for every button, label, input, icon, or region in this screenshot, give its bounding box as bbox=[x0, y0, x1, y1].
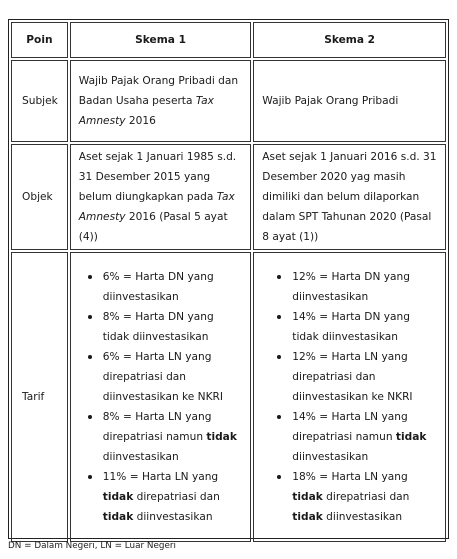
text-segment: Wajib Pajak Orang Pribadi bbox=[262, 95, 399, 107]
row-tarif bbox=[11, 252, 446, 542]
text-segment: 11% = Harta LN yang bbox=[102, 471, 219, 483]
tarif-list-item bbox=[103, 267, 243, 307]
text-segment: 6% = Harta DN yang diinvestasikan bbox=[102, 271, 214, 303]
text-segment: 6% = Harta LN yang direpatriasi dan diinvestasikan ke NKRI bbox=[102, 351, 224, 403]
text-segment: direpatriasi dan bbox=[133, 491, 220, 503]
tarif-skema-1 bbox=[70, 252, 252, 542]
text-segment: Aset sejak 1 Januari 2016 s.d. 31 Desember 2020 yag masih dimiliki dan belum dilaporkan dalam SPT Tahunan 2020 (Pasal 8 ayat (1)) bbox=[262, 151, 437, 243]
tarif-list-item bbox=[103, 347, 243, 407]
tarif-list-item bbox=[103, 407, 243, 467]
objek-skema-2 bbox=[253, 144, 446, 250]
emphasis-text: tidak bbox=[102, 491, 134, 503]
subjek-skema-2 bbox=[253, 60, 446, 142]
emphasis-text: tidak bbox=[292, 511, 323, 523]
text-segment: 12% = Harta LN yang direpatriasi dan diinvestasikan ke NKRI bbox=[292, 351, 413, 403]
comparison-table bbox=[9, 20, 448, 544]
header-row bbox=[11, 22, 446, 58]
header-skema-1: Skema 1 bbox=[70, 22, 252, 58]
italic-term: Tax Amnesty bbox=[78, 95, 214, 127]
header-skema-2: Skema 2 bbox=[253, 22, 446, 58]
tarif-list-item bbox=[103, 307, 243, 347]
text-segment: 2016 (Pasal 5 ayat (4)) bbox=[78, 211, 228, 243]
text-segment: 2016 bbox=[125, 115, 156, 127]
emphasis-text: tidak bbox=[206, 431, 237, 443]
tarif-list-item bbox=[103, 467, 243, 527]
text-segment: diinvestasikan bbox=[322, 511, 403, 523]
text-segment: diinvestasikan bbox=[102, 451, 179, 463]
row-subjek bbox=[11, 60, 446, 142]
tarif-list-item bbox=[292, 267, 437, 307]
text-segment: 8% = Harta DN yang tidak diinvestasikan bbox=[102, 311, 214, 343]
emphasis-text: tidak bbox=[102, 511, 134, 523]
row-label-objek: Objek bbox=[11, 144, 68, 250]
objek-skema-1 bbox=[70, 144, 252, 250]
tarif-list-item bbox=[292, 407, 437, 467]
text-segment: diinvestasikan bbox=[292, 451, 369, 463]
tarif-skema-2 bbox=[253, 252, 446, 542]
comparison-table-frame bbox=[8, 19, 449, 539]
row-label-tarif: Tarif bbox=[11, 252, 68, 542]
text-segment: direpatriasi dan bbox=[322, 491, 410, 503]
text-segment: Wajib Pajak Orang Pribadi dan Badan Usaha peserta bbox=[78, 75, 239, 107]
footnote: DN = Dalam Negeri, LN = Luar Negeri bbox=[8, 541, 176, 551]
emphasis-text: tidak bbox=[292, 491, 323, 503]
text-segment: 14% = Harta LN yang direpatriasi namun bbox=[292, 411, 408, 443]
text-segment: diinvestasikan bbox=[133, 511, 213, 523]
tarif-list-item bbox=[292, 467, 437, 527]
tarif-skema-2-list bbox=[262, 267, 437, 527]
header-poin: Poin bbox=[11, 22, 68, 58]
row-objek bbox=[11, 144, 446, 250]
italic-term: Tax Amnesty bbox=[78, 191, 235, 223]
tarif-list-item bbox=[292, 307, 437, 347]
text-segment: Aset sejak 1 Januari 1985 s.d. 31 Desember 2015 yang belum diungkapkan pada bbox=[78, 151, 237, 203]
text-segment: 8% = Harta LN yang direpatriasi namun bbox=[102, 411, 212, 443]
subjek-skema-1 bbox=[70, 60, 252, 142]
row-label-subjek: Subjek bbox=[11, 60, 68, 142]
emphasis-text: tidak bbox=[395, 431, 427, 443]
tarif-skema-1-list bbox=[79, 267, 243, 527]
text-segment: 18% = Harta LN yang bbox=[292, 471, 408, 483]
text-segment: 14% = Harta DN yang tidak diinvestasikan bbox=[292, 311, 410, 343]
tarif-list-item bbox=[292, 347, 437, 407]
text-segment: 12% = Harta DN yang diinvestasikan bbox=[292, 271, 410, 303]
